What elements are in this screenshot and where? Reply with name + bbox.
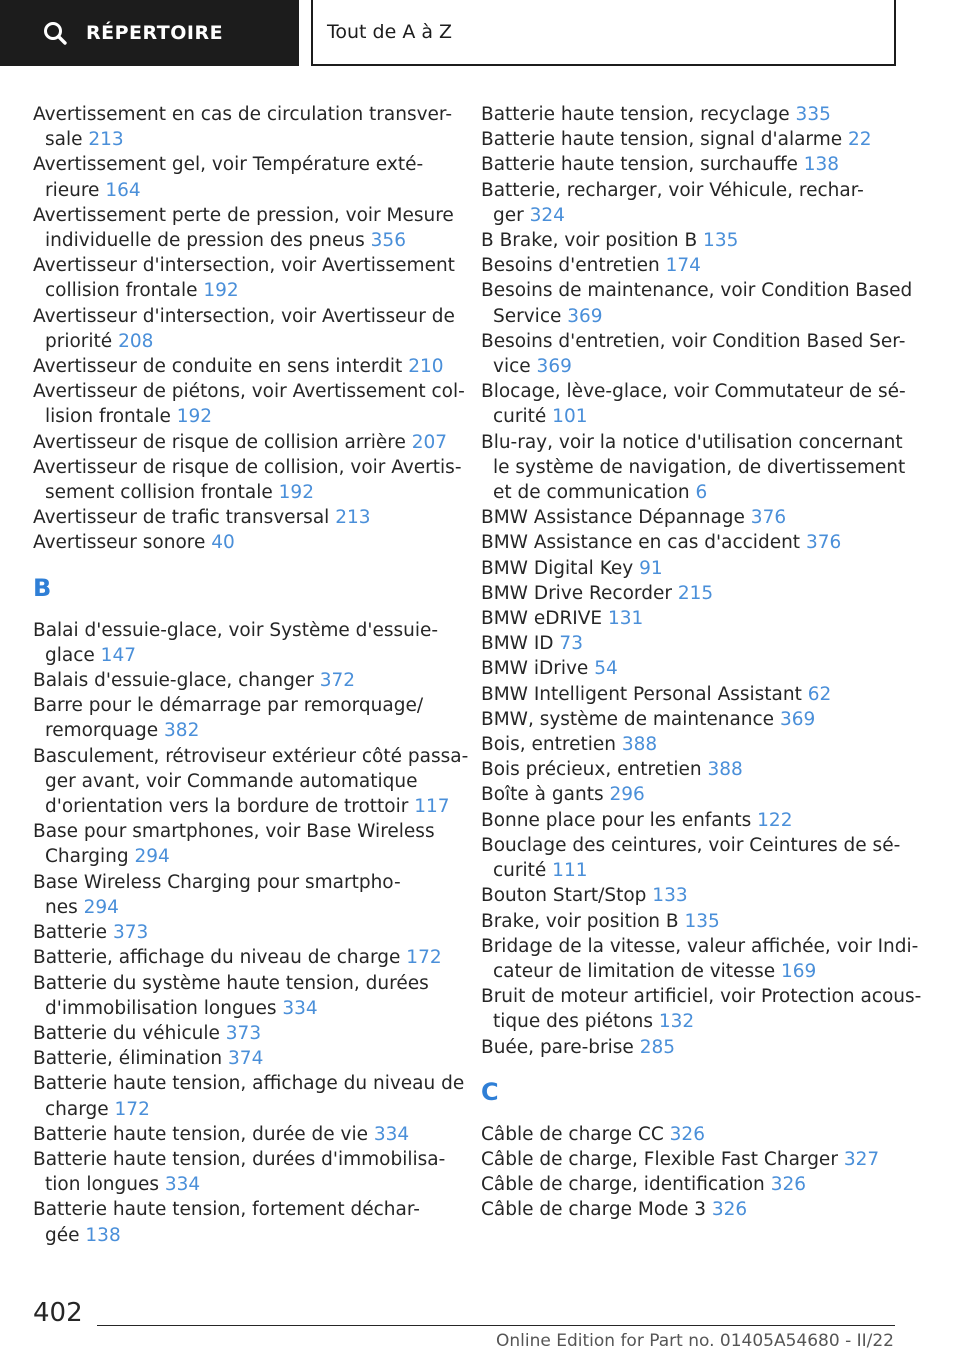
index-entry [481,656,901,681]
entry-text: Avertissement perte de pression, voir Mesure [33,204,454,226]
index-entry [481,379,906,429]
index-entry [481,127,901,152]
page-link[interactable]: 334 [373,1123,410,1145]
entry-text: rieure [45,179,100,201]
index-entry [481,581,901,606]
index-entry [33,203,453,253]
page-link[interactable]: 135 [703,230,739,252]
page-link[interactable]: 326 [669,1123,705,1145]
entry-text: Bois précieux, entretien [481,759,702,781]
index-entry [481,631,901,656]
page-link[interactable]: 369 [779,708,816,730]
page-link[interactable]: 208 [118,330,154,352]
entry-text: curité [493,860,547,882]
index-entry [33,455,462,505]
entry-text: gée [45,1224,80,1246]
page-link[interactable]: 372 [319,670,356,692]
entry-text: BMW Digital Key [481,557,634,579]
entry-text: Barre pour le démarrage par remorquage/ [33,695,424,717]
page-link[interactable]: 326 [770,1174,806,1196]
entry-text: Batterie haute tension, durée de vie [33,1123,368,1145]
entry-text: BMW Assistance en cas d'accident [481,532,801,554]
entry-text: Batterie haute tension, surchauffe [481,154,798,176]
entry-text: Batterie, élimination [33,1048,223,1070]
index-entry [481,934,919,984]
entry-text: BMW Assistance Dépannage [481,507,745,529]
page-link[interactable]: 285 [639,1036,675,1058]
index-entry [481,883,901,908]
index-entry [33,819,453,869]
page-link[interactable]: 101 [552,406,588,428]
index-entry [33,920,453,945]
entry-text: remorquage [45,720,159,742]
entry-text: Balai d'essuie-glace, voir Système d'essuie- [33,619,439,641]
entry-text: Avertisseur sonore [33,532,206,554]
entry-text: nes [45,896,78,918]
entry-text: sement collision frontale [45,482,273,504]
entry-text: Avertisseur d'intersection, voir Avertisseur de [33,305,455,327]
page-link[interactable]: 369 [567,305,603,327]
page-link[interactable]: 117 [414,796,450,818]
entry-text: Avertisseur de risque de collision arrière [33,431,406,453]
page-link[interactable]: 335 [795,104,831,125]
entry-text: Avertissement en cas de circulation transver- [33,104,453,125]
page-link[interactable]: 131 [608,608,644,630]
entry-text: Boîte à gants [481,784,604,806]
index-entry [481,707,901,732]
repertoire-button[interactable] [0,0,299,66]
page-link[interactable]: 213 [88,129,124,151]
page-link[interactable]: 54 [594,658,618,680]
page-link[interactable]: 132 [658,1011,695,1033]
page-link[interactable]: 376 [805,532,842,554]
index-entry [481,808,901,833]
entry-text: Avertisseur de trafic transversal [33,507,330,529]
index-column-right [481,102,922,1223]
page-link[interactable]: 388 [707,759,743,781]
tab-a-to-z[interactable] [311,0,896,66]
page-link[interactable]: 334 [282,997,318,1019]
index-entry [481,1035,901,1060]
entry-text: Avertisseur de conduite en sens interdit [33,356,403,378]
tab-label: Tout de A à Z [327,21,453,43]
index-entry [33,1021,453,1046]
page-link[interactable]: 210 [408,356,444,378]
entry-text: Avertisseur d'intersection, voir Avertissement [33,255,455,277]
index-entry [33,1197,453,1247]
index-entry [481,606,901,631]
page-link[interactable]: 327 [843,1148,880,1170]
entry-text: Base Wireless Charging pour smartpho- [33,871,401,893]
page-link[interactable]: 192 [278,482,314,504]
index-entry [481,732,901,757]
entry-text: lision frontale [45,406,171,428]
entry-text: Avertisseur de piétons, voir Avertissement col- [33,381,465,403]
entry-text: Bruit de moteur artificiel, voir Protection acous- [481,986,922,1008]
entry-text: Bouclage des ceintures, voir Ceintures de sé- [481,834,901,856]
entry-text: B Brake, voir position B [481,230,698,252]
page-number: 402 [33,1298,83,1328]
index-entry [33,971,453,1021]
page-link[interactable]: 376 [750,507,787,529]
index-entry [481,329,906,379]
entry-text: individuelle de pression des pneus [45,230,365,252]
page-link[interactable]: 213 [335,507,371,529]
entry-text: Batterie du véhicule [33,1022,220,1044]
entry-text: curité [493,406,547,428]
page-link[interactable]: 22 [848,129,872,151]
page-link[interactable]: 164 [105,179,141,201]
entry-text: Bridage de la vitesse, valeur affichée, voir Indi- [481,935,919,957]
page-link[interactable]: 326 [711,1199,748,1221]
entry-text: Batterie, recharger, voir Véhicule, rechar- [481,179,864,201]
page-link[interactable]: 356 [370,230,406,252]
page-link[interactable]: 138 [803,154,840,176]
page-link[interactable]: 73 [559,633,583,655]
entry-text: Câble de charge, identification [481,1174,765,1196]
entry-text: BMW eDRIVE [481,608,603,630]
entry-text: Charging [45,846,129,868]
entry-text: Câble de charge Mode 3 [481,1199,706,1221]
index-entry [33,530,453,555]
page-link[interactable]: 294 [83,896,119,918]
index-entry [481,757,901,782]
page-link[interactable]: 174 [665,255,701,277]
page-link[interactable]: 6 [695,482,708,504]
page-link[interactable]: 122 [757,809,793,831]
entry-text: Bouton Start/Stop [481,885,647,907]
index-entry [481,909,901,934]
entry-text: Câble de charge CC [481,1123,664,1145]
page-link[interactable]: 382 [164,720,200,742]
entry-text: et de communication [493,482,690,504]
index-entry [33,152,453,202]
entry-text: Câble de charge, Flexible Fast Charger [481,1148,838,1170]
page-link[interactable]: 40 [211,532,235,554]
index-entry [33,505,453,530]
entry-text: Brake, voir position B [481,910,679,932]
entry-text: Besoins de maintenance, voir Condition Based [481,280,913,302]
entry-text: d'orientation vers la bordure de trottoir [45,796,409,818]
entry-text: BMW ID [481,633,554,655]
index-entry [481,1147,901,1172]
page-link[interactable]: 172 [406,947,442,969]
page-link[interactable]: 215 [677,582,714,604]
page-link[interactable]: 373 [225,1022,262,1044]
section-letter: B [33,573,52,602]
index-entry [481,278,913,328]
entry-text: Bois, entretien [481,734,616,756]
entry-text: priorité [45,330,113,352]
page-link[interactable]: 207 [411,431,448,453]
entry-text: Batterie haute tension, fortement déchar- [33,1199,420,1221]
index-entry [481,1122,901,1147]
index-entry [33,1071,465,1121]
index-entry [481,1197,901,1222]
entry-text: le système de navigation, de divertissement [493,456,906,478]
page-link[interactable]: 133 [652,885,688,907]
index-entry [481,1172,901,1197]
index-entry [33,1147,453,1197]
edition-text: Online Edition for Part no. 01405A54680 - II/22 [495,1331,894,1351]
entry-text: Buée, pare-brise [481,1036,634,1058]
entry-text: Bonne place pour les enfants [481,809,752,831]
page-link[interactable]: 369 [536,356,572,378]
entry-text: BMW, système de maintenance [481,708,775,730]
index-entry [33,945,453,970]
index-entry [481,102,901,127]
index-entry [481,430,906,506]
search-icon [42,20,68,46]
entry-text: Besoins d'entretien, voir Condition Based Ser- [481,330,906,352]
entry-text: collision frontale [45,280,198,302]
index-entry [481,682,901,707]
entry-text: BMW Intelligent Personal Assistant [481,683,802,705]
index-entry [33,693,453,743]
entry-text: BMW Drive Recorder [481,582,672,604]
entry-text: Blu-ray, voir la notice d'utilisation concernant [481,431,903,453]
page-link[interactable]: 138 [85,1224,121,1246]
entry-text: sale [45,129,83,151]
index-entry [481,505,901,530]
footer-divider [97,1325,895,1326]
entry-text: Batterie [33,922,108,944]
index-entry [33,668,453,693]
entry-text: ger avant, voir Commande automatique [45,770,418,792]
page-link[interactable]: 296 [609,784,645,806]
page-link[interactable]: 172 [114,1098,150,1120]
entry-text: Avertisseur de risque de collision, voir Avertis- [33,456,462,478]
entry-text: tique des piétons [493,1011,653,1033]
page-link[interactable]: 111 [552,860,588,882]
entry-text: Blocage, lève-glace, voir Commutateur de sé- [481,381,906,403]
index-entry [33,354,453,379]
index-entry [481,152,901,177]
entry-text: Balais d'essuie-glace, changer [33,670,314,692]
page-link[interactable]: 135 [684,910,720,932]
entry-text: Batterie haute tension, affichage du niveau de [33,1073,465,1095]
page-link[interactable]: 373 [112,922,149,944]
index-column-left [33,102,469,1248]
page-link[interactable]: 294 [134,846,170,868]
entry-text: Avertissement gel, voir Température exté- [33,154,424,176]
page-link[interactable]: 324 [529,204,565,226]
top-bar [0,0,960,66]
index-entry [33,618,453,668]
index-entry [33,1046,453,1071]
entry-text: Batterie haute tension, signal d'alarme [481,129,843,151]
entry-text: charge [45,1098,109,1120]
entry-text: Basculement, rétroviseur extérieur côté passa- [33,745,469,767]
entry-text: BMW iDrive [481,658,589,680]
entry-text: Base pour smartphones, voir Base Wireless [33,821,435,843]
entry-text: Besoins d'entretien [481,255,660,277]
index-entry [33,253,453,303]
repertoire-label: RÉPERTOIRE [86,22,224,44]
entry-text: glace [45,644,95,666]
page-link[interactable]: 192 [203,280,239,302]
entry-text: Batterie, affichage du niveau de charge [33,947,401,969]
index-entry [33,870,453,920]
index-entry [481,556,901,581]
entry-text: cateur de limitation de vitesse [493,960,776,982]
index-entry [481,530,901,555]
page-link[interactable]: 62 [807,683,832,705]
entry-text: Batterie du système haute tension, durées [33,972,429,994]
page-link[interactable]: 147 [100,644,136,666]
page-link[interactable]: 91 [639,557,663,579]
index-entry [481,228,901,253]
index-entry [33,430,453,455]
index-entry [33,379,465,429]
page-link[interactable]: 388 [621,734,658,756]
entry-text: Service [493,305,562,327]
page-link[interactable]: 169 [781,960,817,982]
index-entry [33,744,469,820]
index-entry [33,102,453,152]
index-entry [33,304,453,354]
entry-text: d'immobilisation longues [45,997,277,1019]
entry-text: vice [493,356,531,378]
index-entry [481,253,901,278]
entry-text: ger [493,204,524,226]
index-entry [33,1122,453,1147]
index-entry [481,782,901,807]
entry-text: tion longues [45,1174,159,1196]
section-letter: C [481,1077,499,1106]
page-link[interactable]: 192 [176,406,213,428]
entry-text: Batterie haute tension, durées d'immobilisa- [33,1148,446,1170]
entry-text: Batterie haute tension, recyclage [481,104,790,125]
page-link[interactable]: 334 [164,1174,201,1196]
index-entry [481,984,922,1034]
index-entry [481,833,901,883]
index-entry [481,178,901,228]
page-link[interactable]: 374 [228,1048,264,1070]
